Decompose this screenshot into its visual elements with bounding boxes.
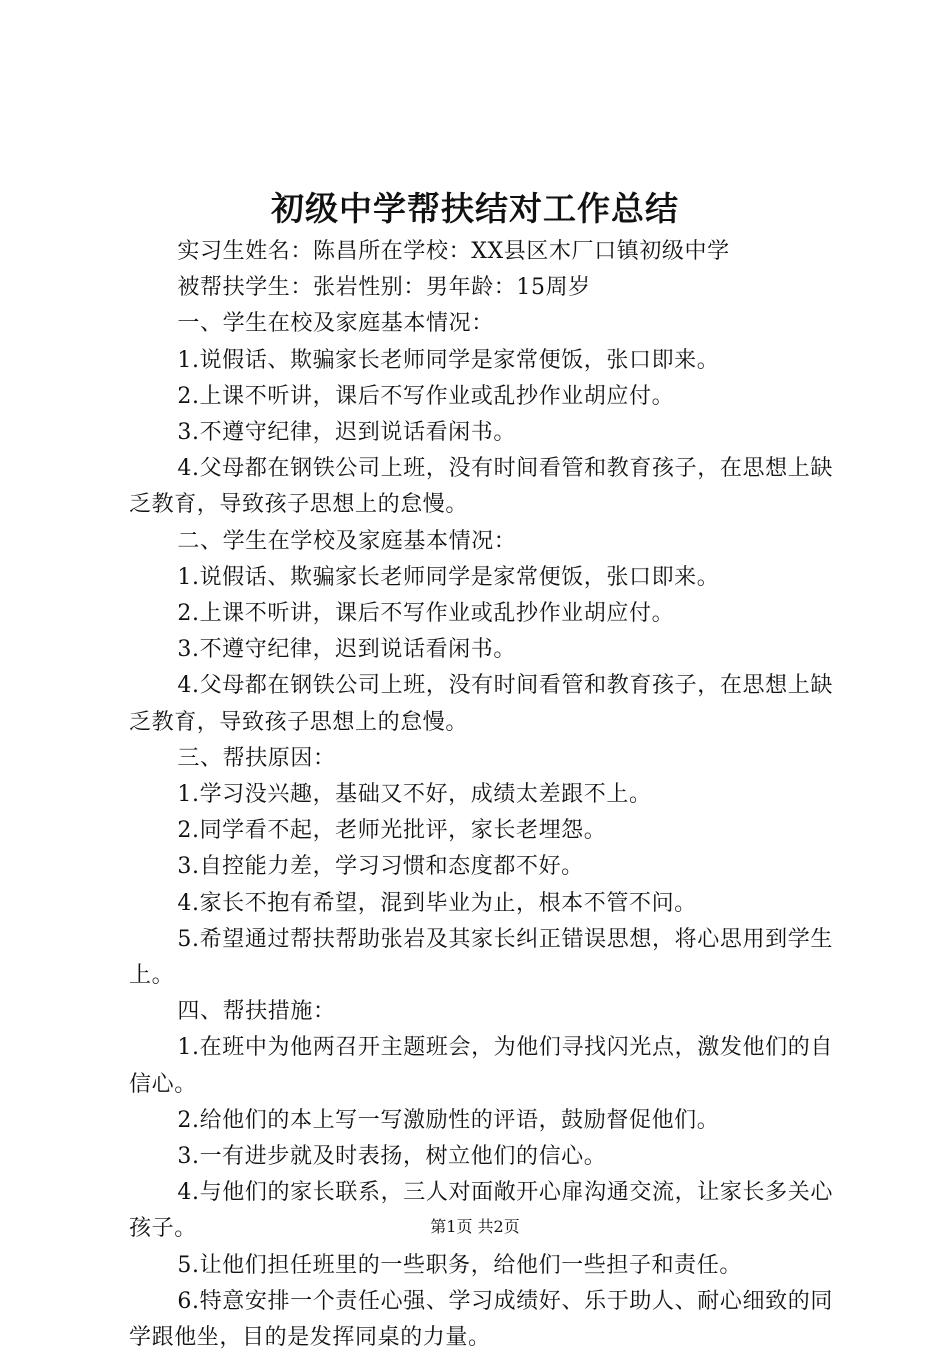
paragraph: 5.希望通过帮扶帮助张岩及其家长纠正错误思想，将心思用到学生上。	[129, 926, 833, 989]
paragraph: 2.上课不听讲，课后不写作业或乱抄作业胡应付。	[177, 383, 675, 409]
page-number-footer: 第1页 共2页	[430, 1217, 520, 1236]
section-heading: 三、帮扶原因：	[177, 745, 336, 771]
document-title: 初级中学帮扶结对工作总结	[271, 189, 679, 228]
paragraph: 4.父母都在钢铁公司上班，没有时间看管和教育孩子，在思想上缺乏教育，导致孩子思想上的怠慢。	[129, 456, 833, 518]
paragraph: 1.说假话、欺骗家长老师同学是家常便饭，张口即来。	[177, 347, 720, 373]
document-body	[129, 234, 833, 1356]
paragraph: 3.自控能力差，学习习惯和态度都不好。	[177, 854, 584, 880]
paragraph: 3.不遵守纪律，迟到说话看闲书。	[177, 420, 516, 446]
paragraph: 1.在班中为他两召开主题班会，为他们寻找闪光点，激发他们的自信心。	[129, 1035, 833, 1097]
paragraph: 1.说假话、欺骗家长老师同学是家常便饭，张口即来。	[177, 564, 720, 590]
paragraph: 2.同学看不起，老师光批评，家长老埋怨。	[177, 818, 607, 844]
paragraph: 2.给他们的本上写一写激励性的评语，鼓励督促他们。	[177, 1107, 720, 1133]
paragraph: 3.不遵守纪律，迟到说话看闲书。	[177, 637, 516, 663]
paragraph: 5.让他们担任班里的一些职务，给他们一些担子和责任。	[177, 1252, 742, 1278]
paragraph: 4.家长不抱有希望，混到毕业为止，根本不管不问。	[177, 890, 697, 916]
paragraph: 6.特意安排一个责任心强、学习成绩好、乐于助人、耐心细致的同学跟他坐，目的是发挥同桌的力量。	[129, 1288, 833, 1351]
paragraph: 实习生姓名：陈昌所在学校：XX县区木厂口镇初级中学	[177, 239, 730, 264]
paragraph: 1.学习没兴趣，基础又不好，成绩太差跟不上。	[177, 782, 652, 808]
paragraph: 4.与他们的家长联系，三人对面敞开心扉沟通交流，让家长多关心孩子。	[129, 1180, 833, 1242]
section-heading: 四、帮扶措施：	[177, 999, 336, 1025]
paragraph: 2.上课不听讲，课后不写作业或乱抄作业胡应付。	[177, 601, 675, 627]
paragraph: 3.一有进步就及时表扬，树立他们的信心。	[177, 1144, 607, 1170]
paragraph: 4.父母都在钢铁公司上班，没有时间看管和教育孩子，在思想上缺乏教育，导致孩子思想上的怠慢。	[129, 673, 833, 735]
section-heading: 一、学生在校及家庭基本情况：	[177, 311, 494, 337]
paragraph: 被帮扶学生：张岩性别：男年龄：15周岁	[177, 275, 591, 301]
section-heading: 二、学生在学校及家庭基本情况：	[177, 528, 517, 554]
